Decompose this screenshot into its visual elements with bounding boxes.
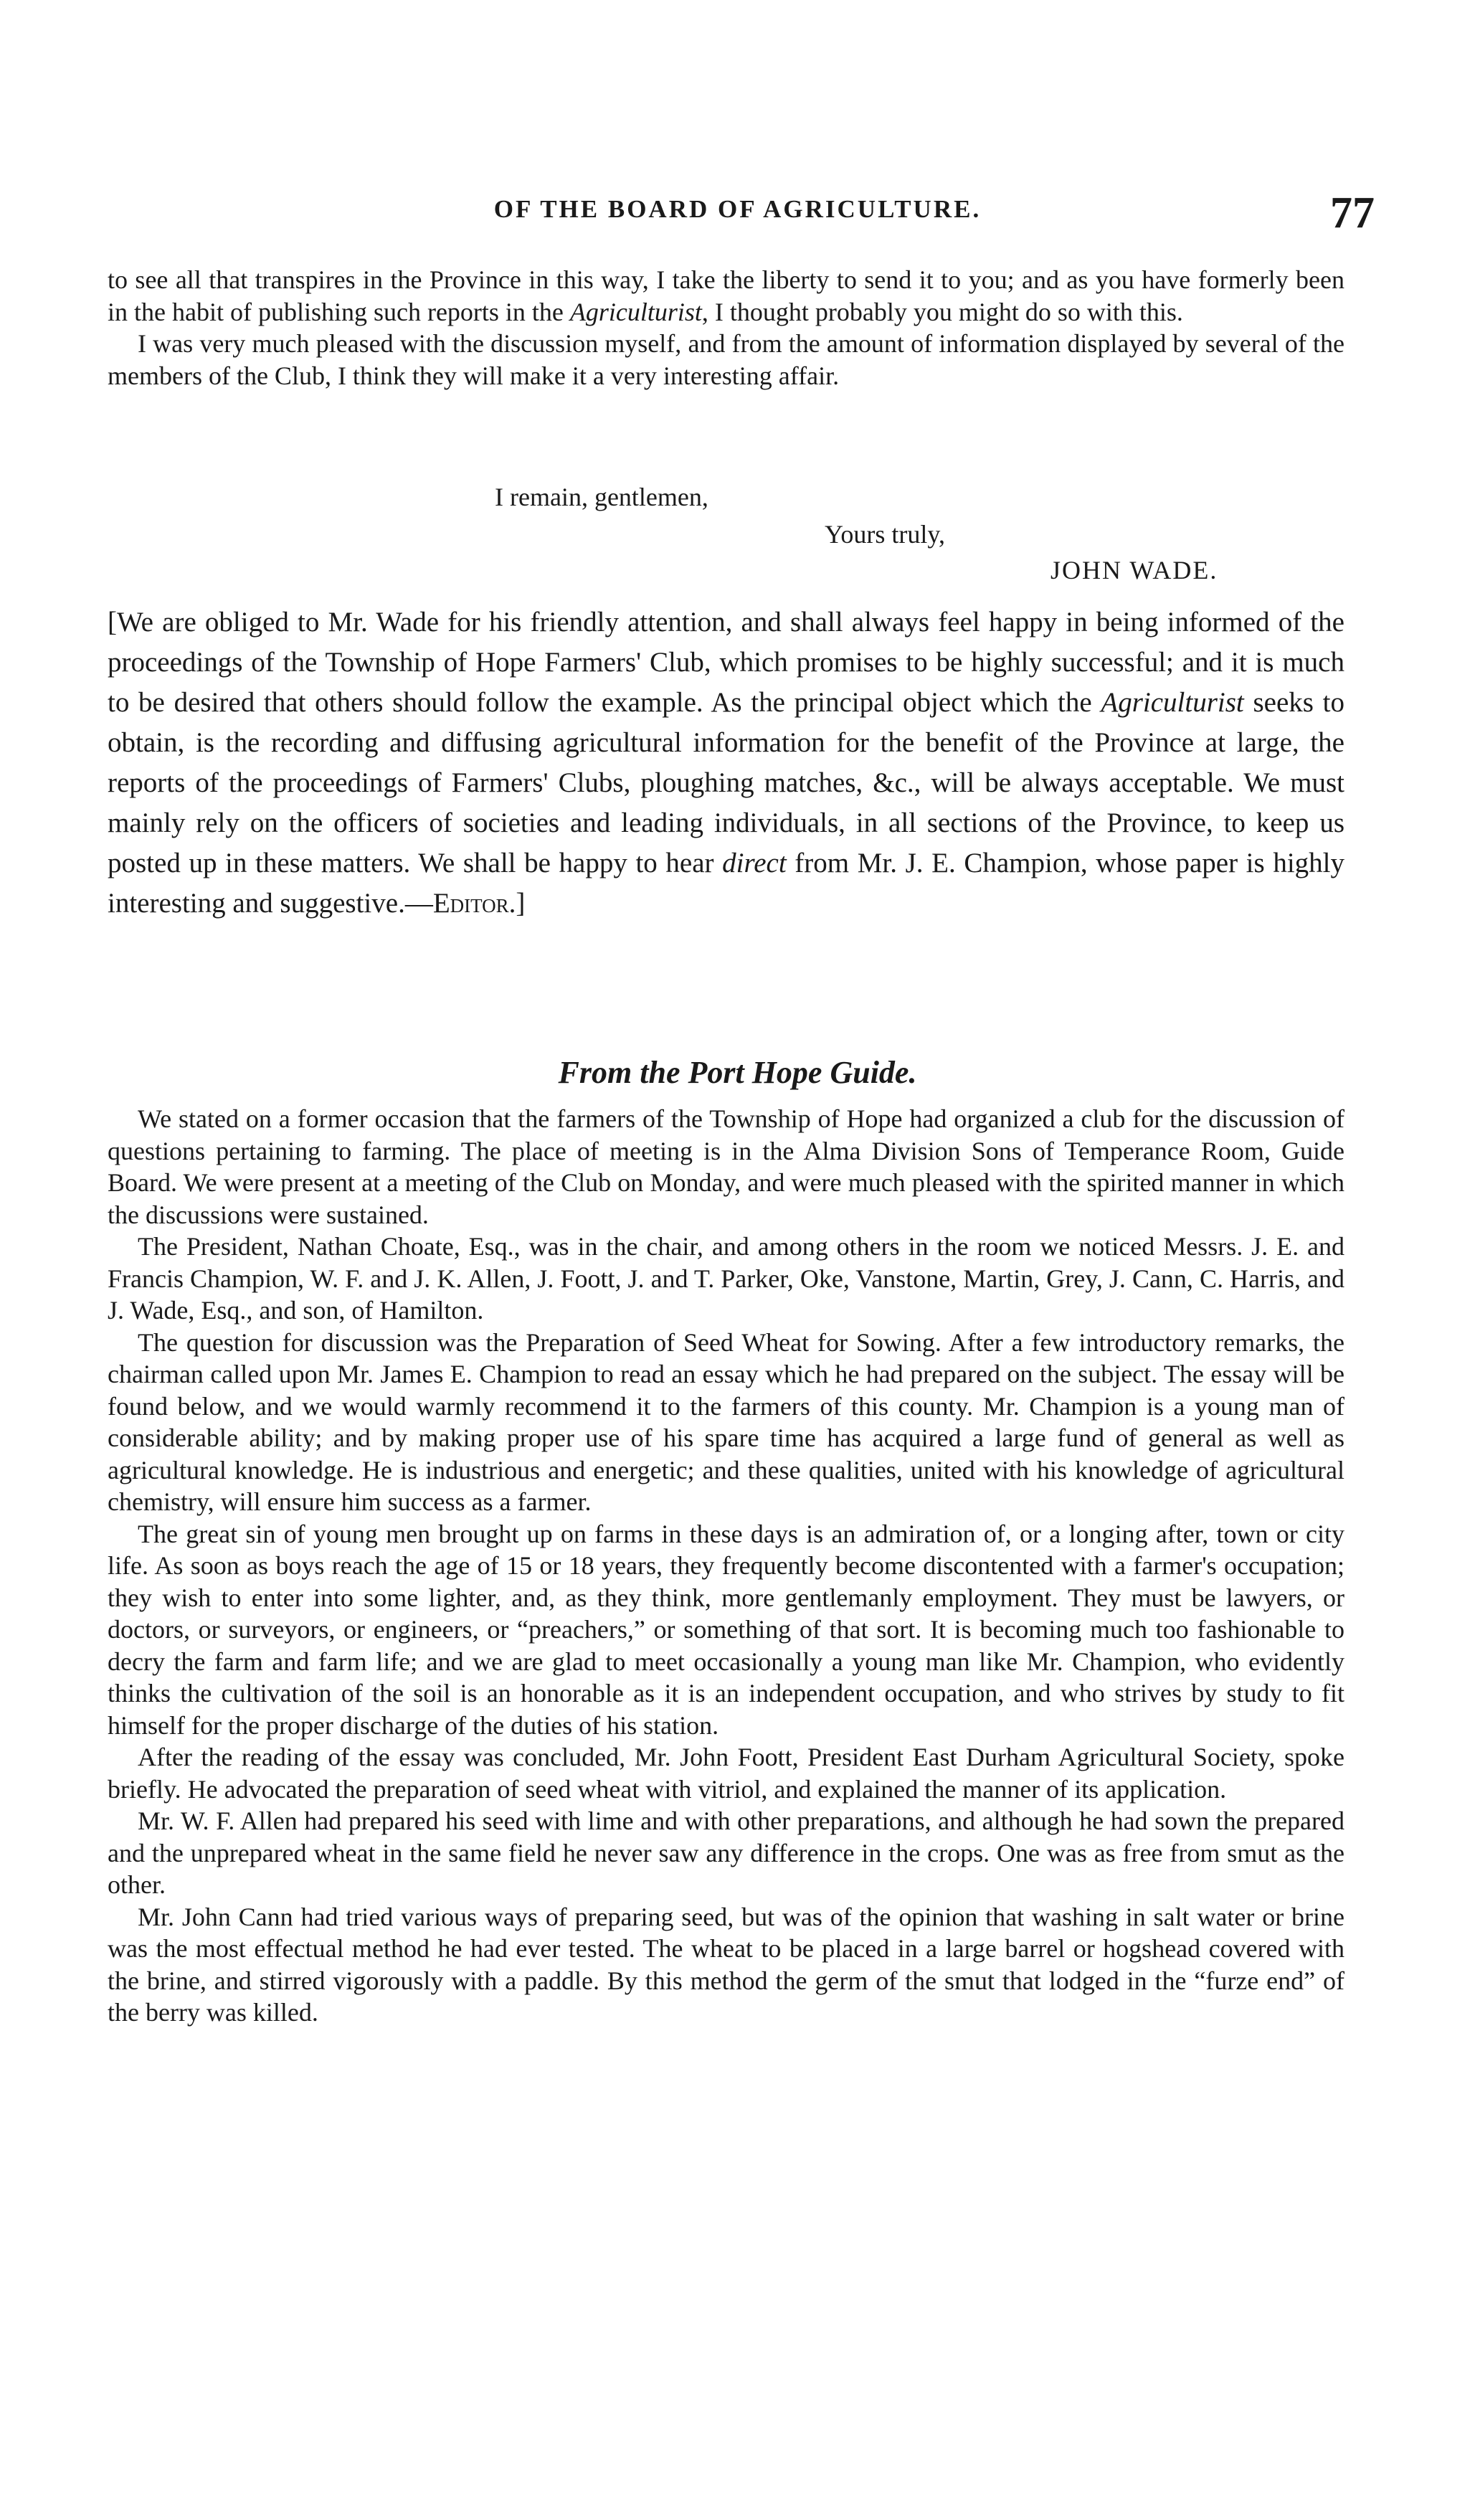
article-body bbox=[108, 1103, 1344, 2029]
letter-paragraph-1 bbox=[108, 264, 1344, 328]
editor-note bbox=[108, 602, 1344, 924]
article-paragraph-3: The question for discussion was the Preparation of Seed Wheat for Sowing. After a few introductory remarks, the chairman called upon Mr. James E. Champion to read an essay which he had prepared on the subject. The essay will be found below, and we would warmly recommend it to the farmers of this county. Mr. Champion is a young man of considerable ability; and by making proper use of his spare time has acquired a large fund of general as well as agricultural knowledge. He is industrious and energetic; and these qualities, united with his knowledge of agricultural chemistry, will ensure him success as a farmer. bbox=[108, 1327, 1344, 1516]
article-paragraph-2: The President, Nathan Choate, Esq., was in the chair, and among others in the room we noticed Messrs. J. E. and Francis Champion, W. F. and J. K. Allen, J. Foott, J. and T. Parker, Oke, Vanstone, Martin, Grey, J. Cann, C. Harris, and J. Wade, Esq., and son, of Hamilton. bbox=[108, 1232, 1344, 1325]
editor-note-italic-1: Agriculturist bbox=[1101, 687, 1244, 718]
article-paragraph-7: Mr. John Cann had tried various ways of preparing seed, but was of the opinion that washing in salt water or brine was the most effectual method he had ever tested. The wheat to be placed in a large barrel or hogshead covered with the brine, and stirred vigorously with a paddle. By this method the germ of the smut that lodged in the “furze end” of the berry was killed. bbox=[108, 1902, 1344, 2027]
article-paragraph-6: Mr. W. F. Allen had prepared his seed with lime and with other preparations, and although he had sown the prepared and the unprepared wheat in the same field he never saw any difference in the crops. One was as free from smut as the other. bbox=[108, 1806, 1344, 1899]
page-header bbox=[0, 188, 1475, 245]
article-paragraph-5: After the reading of the essay was concluded, Mr. John Foott, President East Durham Agricultural Society, spoke briefly. He advocated the preparation of seed wheat with vitriol, and explained the manner of its application. bbox=[108, 1743, 1344, 1804]
article-paragraph-1: We stated on a former occasion that the farmers of the Township of Hope had organized a club for the discussion of questions pertaining to farming. The place of meeting is in the Alma Division Sons of Temperance Room, Guide Board. We were present at a meeting of the Club on Monday, and were much pleased with the spirited manner in which the discussions were sustained. bbox=[108, 1104, 1344, 1229]
signature: JOHN WADE. bbox=[1050, 556, 1218, 584]
source-heading: From the Port Hope Guide. bbox=[558, 1055, 917, 1090]
letter-closing bbox=[108, 479, 1344, 587]
editor-note-text-3: from Mr. J. E. Champion, whose paper is highly interesting and suggestive.— bbox=[108, 848, 1344, 919]
running-head: OF THE BOARD OF AGRICULTURE. bbox=[493, 195, 982, 223]
closing-salutation: I remain, gentlemen, bbox=[495, 483, 708, 511]
editor-note-italic-2: direct bbox=[722, 848, 787, 878]
editor-note-text-1: [We are obliged to Mr. Wade for his friendly attention, and shall always feel happy in being informed of the proceedings of the Township of Hope Farmers' Club, which promises to be highly successful; and it is much to be desired that others should follow the example. As the principal object which the bbox=[108, 607, 1344, 718]
letter-paragraph-1-italic: Agriculturist bbox=[569, 297, 702, 326]
editor-note-text-2: seeks to obtain, is the recording and diffusing agricultural information for the benefit of the Province at large, the reports of the proceedings of Farmers' Clubs, ploughing matches, &c., will be always acceptable. We must mainly rely on the officers of societies and leading individuals, in all sections of the Province, to keep us posted up in these matters. We shall be happy to hear bbox=[108, 687, 1345, 878]
article-paragraph-4: The great sin of young men brought up on farms in these days is an admiration of, or a longing after, town or city life. As soon as boys reach the age of 15 or 18 years, they frequently become discontented with a farmer's occupation; they wish to enter into some lighter, and, as they think, more gentlemanly employment. They must be lawyers, or doctors, or surveyors, or engineers, or “preachers,” or something of that sort. It is becoming much too fashionable to decry the farm and farm life; and we are glad to meet occasionally a young man like Mr. Champion, who evidently thinks the cultivation of the soil is an honorable as it is an independent occupation, and who strives by study to fit himself for the proper discharge of the duties of his station. bbox=[108, 1519, 1344, 1740]
letter-paragraph-2: I was very much pleased with the discussion myself, and from the amount of information displayed by several of the members of the Club, I think they will make it a very interesting affair. bbox=[108, 329, 1344, 390]
letter-body bbox=[108, 264, 1344, 392]
closing-valediction: Yours truly, bbox=[825, 520, 946, 549]
editor-note-paragraph bbox=[108, 602, 1344, 924]
editor-signoff: Editor. bbox=[432, 888, 516, 919]
letter-paragraph-1-text: to see all that transpires in the Province in this way, I take the liberty to send it to you; and as you have formerly been in the habit of publishing such reports in the bbox=[108, 265, 1344, 326]
editor-note-close: ] bbox=[516, 888, 526, 919]
letter-paragraph-1-end: , I thought probably you might do so with this. bbox=[701, 297, 1183, 326]
page-number: 77 bbox=[1330, 189, 1375, 237]
